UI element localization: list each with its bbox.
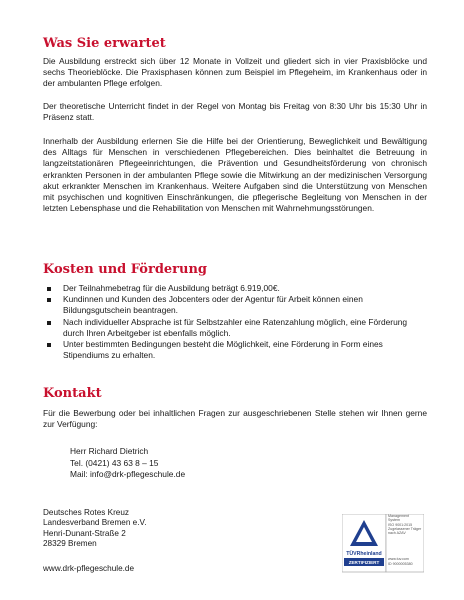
website-link[interactable]: www.drk-pflegeschule.de (43, 564, 135, 573)
contact-phone: Tel. (0421) 43 63 8 – 15 (70, 457, 159, 468)
org-name: Deutsches Rotes Kreuz (43, 508, 130, 517)
costs-list (43, 283, 427, 361)
org-unit: Landesverband Bremen e.V. (43, 518, 147, 528)
list-item: Der Teilnahmebetrag für die Ausbildung beträgt 6.919,00€. (43, 283, 427, 294)
heading-costs: Kosten und Förderung (43, 262, 208, 277)
city: 28329 Bremen (43, 539, 97, 549)
certificate-details: Management System ISO 9001:2015 Zugelassener Träger nach AZAV www.tuv.com ID 9000005380 (388, 514, 422, 566)
contact-mail[interactable]: Mail: info@drk-pflegeschule.de (70, 469, 186, 480)
contact-intro: Für die Bewerbung oder bei inhaltlichen Fragen zur ausgeschriebenen Stelle stehen wir Ihnen gerne zur Verfügung: (43, 408, 427, 430)
paragraph-content: Innerhalb der Ausbildung erlernen Sie die Hilfe bei der Orientierung, Beweglichkeit und Bewältigung des Alltags für Menschen in verschiedenen Pflegebereichen. Dies beinhaltet die Betreuung in langzeitstationären Pflegeeinrichtungen, die Prävention und Gesundheitsförderung von chronisch erkrankten Personen in der ambulanten Pflege sowie die Mitwirkung an der medizinischen Versorgung akut erkrankter Menschen im Krankenhaus. Weitere Aufgaben sind die Unterstützung von Menschen mit psychischen und kognitiven Einschränkungen, die pflegerische Begleitung von Menschen in der letzten Lebensphase und die Rehabilitation von Menschen mit Wahrnehmungsstörungen. (43, 136, 427, 214)
list-item: Nach individueller Absprache ist für Selbstzahler eine Ratenzahlung möglich, eine Förderung durch Ihren Arbeitgeber ist ebenfalls möglich. (43, 317, 427, 339)
heading-what-to-expect: Was Sie erwartet (43, 36, 166, 51)
tuv-brand-text: TÜVRheinland (346, 551, 382, 557)
contact-details (70, 446, 185, 481)
street: Henri-Dunant-Straße 2 (43, 528, 126, 538)
contact-name: Herr Richard Dietrich (70, 446, 149, 456)
heading-contact: Kontakt (43, 386, 102, 401)
list-item: Kundinnen und Kunden des Jobcenters oder der Agentur für Arbeit können einen Bildungsgutschein beantragen. (43, 294, 427, 316)
paragraph-schedule: Der theoretische Unterricht findet in der Regel von Montag bis Freitag von 8:30 Uhr bis 15:30 Uhr in Präsenz statt. (43, 101, 427, 123)
footer-address (43, 508, 146, 550)
tuv-badge-text: ZERTIFIZIERT (348, 560, 380, 565)
paragraph-duration: Die Ausbildung erstreckt sich über 12 Monate in Vollzeit und gliedert sich in vier Praxisblöcke und sechs Theorieblöcke. Die Praxisphasen können zum Beispiel im Pflegeheim, im Krankenhaus oder in der ambulanten Pflege erfolgen. (43, 56, 427, 89)
list-item: Unter bestimmten Bedingungen besteht die Möglichkeit, eine Förderung in Form eines Stipendiums zu erhalten. (43, 339, 427, 361)
